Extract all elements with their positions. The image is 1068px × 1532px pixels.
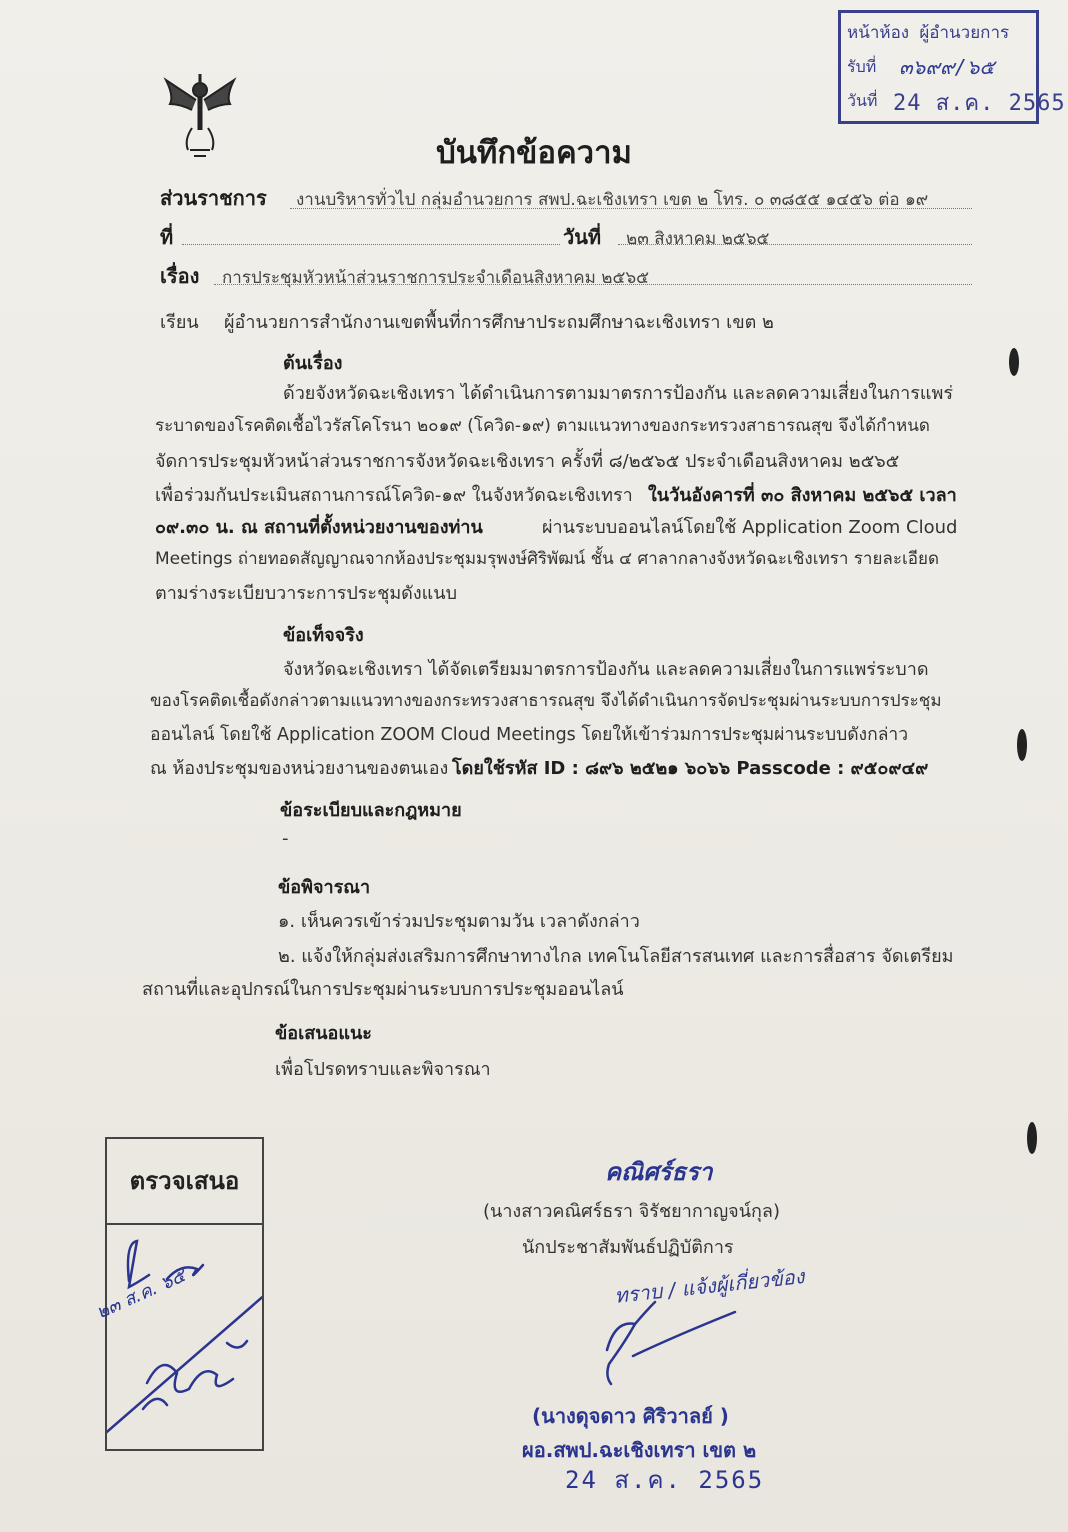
receipt-stamp: [838, 10, 1066, 124]
director-name: (นางดุจดาว ศิริวาลย์ ): [532, 1404, 729, 1428]
review-box-header: [107, 1139, 262, 1225]
page-title: บันทึกข้อความ: [436, 135, 632, 171]
date-label: วันที่: [563, 225, 602, 249]
signatory-position: นักประชาสัมพันธ์ปฏิบัติการ: [522, 1237, 734, 1258]
signatory-signature: คณิศร์ธรา: [605, 1158, 713, 1186]
approval-note: ทราบ / แจ้งผู้เกี่ยวข้อง: [613, 1264, 806, 1308]
review-box: [93, 1137, 264, 1451]
law-heading: ข้อระเบียบและกฎหมาย: [280, 800, 462, 821]
consider-line-2: ๒. แจ้งให้กลุ่มส่งเสริมการศึกษาทางไกล เทคโนโลยีสารสนเทศ และการสื่อสาร จัดเตรียม: [278, 946, 954, 967]
director-position: ผอ.สพป.ฉะเชิงเทรา เขต ๒: [522, 1438, 757, 1462]
consider-line-1: ๑. เห็นควรเข้าร่วมประชุมตามวัน เวลาดังกล่าว: [278, 911, 640, 932]
date-value: ๒๓ สิงหาคม ๒๕๖๕: [626, 229, 770, 249]
stamp-receive-number: ๓๖๙๙/๖๕: [899, 55, 995, 79]
signatory-full-name: (นางสาวคณิศร์ธรา จิรัชยากาญจน์กุล): [483, 1201, 780, 1222]
law-value: -: [282, 828, 289, 849]
review-signatures: [107, 1223, 262, 1449]
stamp-date-value: 24 ส.ค. 2565: [893, 91, 1066, 116]
facts-line-4a: ณ ห้องประชุมของหน่วยงานของตนเอง: [150, 758, 449, 779]
facts-line-1: จังหวัดฉะเชิงเทรา ได้จัดเตรียมมาตรการป้องกัน และลดความเสี่ยงในการแพร่ระบาด: [283, 659, 929, 680]
director-date-stamp: 24 ส.ค. 2565: [565, 1466, 765, 1494]
origin-line-4a: เพื่อร่วมกันประเมินสถานการณ์โควิด-๑๙ ในจังหวัดฉะเชิงเทรา: [155, 485, 633, 506]
suggest-heading: ข้อเสนอแนะ: [275, 1023, 372, 1044]
origin-line-6: Meetings ถ่ายทอดสัญญาณจากห้องประชุมมรุพงษ์ศิริพัฒน์ ชั้น ๔ ศาลากลางจังหวัดฉะเชิงเทรา รายละเอียด: [155, 549, 940, 569]
subject-label: เรื่อง: [160, 264, 200, 288]
origin-line-4b: ในวันอังคารที่ ๓๐ สิงหาคม ๒๕๖๕ เวลา: [648, 485, 957, 506]
facts-line-2: ของโรคติดเชื้อดังกล่าวตามแนวทางของกระทรวงสาธารณสุข จึงได้ดำเนินการจัดประชุมผ่านระบบการประชุม: [150, 691, 942, 711]
origin-heading: ต้นเรื่อง: [283, 353, 343, 374]
agency-label: ส่วนราชการ: [160, 186, 267, 210]
consider-heading: ข้อพิจารณา: [278, 877, 371, 898]
subject-value: การประชุมหัวหน้าส่วนราชการประจำเดือนสิงหาคม ๒๕๖๕: [222, 268, 650, 288]
facts-line-3: ออนไลน์ โดยใช้ Application ZOOM Cloud Meetings โดยให้เข้าร่วมการประชุมผ่านระบบดังกล่าว: [150, 725, 909, 745]
review-box-label: ตรวจเสนอ: [129, 1167, 240, 1195]
binder-hole-icon: [1022, 1118, 1042, 1158]
director-signature-icon: [595, 1290, 745, 1390]
date-dotline: [618, 244, 972, 245]
origin-line-3: จัดการประชุมหัวหน้าส่วนราชการจังหวัดฉะเชิงเทรา ครั้งที่ ๘/๒๕๖๕ ประจำเดือนสิงหาคม ๒๕๖๕: [155, 451, 900, 472]
ref-dotline: [182, 244, 560, 245]
origin-line-1: ด้วยจังหวัดฉะเชิงเทรา ได้ดำเนินการตามมาตรการป้องกัน และลดความเสี่ยงในการแพร่: [283, 383, 954, 404]
review-date-note: ๒๓ ส.ค. ๖๕: [93, 1265, 189, 1324]
binder-hole-icon: [1004, 345, 1024, 380]
suggest-value: เพื่อโปรดทราบและพิจารณา: [275, 1059, 491, 1080]
to-label: เรียน: [160, 312, 199, 333]
to-value: ผู้อำนวยการสำนักงานเขตพื้นที่การศึกษาประถมศึกษาฉะเชิงเทรา เขต ๒: [224, 312, 774, 333]
agency-dotline: [290, 208, 972, 209]
ref-label: ที่: [160, 225, 174, 249]
stamp-office: หน้าห้อง ผู้อำนวยการ: [847, 23, 1010, 43]
subject-dotline: [214, 284, 972, 285]
stamp-date-label: วันที่: [847, 91, 878, 110]
origin-line-7: ตามร่างระเบียบวาระการประชุมดังแนบ: [155, 583, 457, 604]
facts-heading: ข้อเท็จจริง: [283, 625, 364, 646]
agency-value: งานบริหารทั่วไป กลุ่มอำนวยการ สพป.ฉะเชิงเทรา เขต ๒ โทร. ๐ ๓๘๕๕ ๑๔๕๖ ต่อ ๑๙: [296, 190, 929, 210]
facts-line-4b: โดยใช้รหัส ID : ๘๙๖ ๒๕๒๑ ๖๐๖๖ Passcode : ๙๕๐๙๔๙: [452, 758, 929, 779]
origin-line-5a: ๐๙.๓๐ น. ณ สถานที่ตั้งหน่วยงานของท่าน: [155, 517, 483, 538]
consider-line-3: สถานที่และอุปกรณ์ในการประชุมผ่านระบบการประชุมออนไลน์: [142, 979, 624, 1000]
origin-line-2: ระบาดของโรคติดเชื้อไวรัสโคโรนา ๒๐๑๙ (โควิด-๑๙) ตามแนวทางของกระทรวงสาธารณสุข จึงได้กำหนด: [155, 416, 930, 436]
binder-hole-icon: [1012, 725, 1032, 765]
stamp-receive-label: รับที่: [847, 57, 877, 76]
origin-line-5b: ผ่านระบบออนไลน์โดยใช้ Application Zoom Cloud: [542, 517, 958, 538]
